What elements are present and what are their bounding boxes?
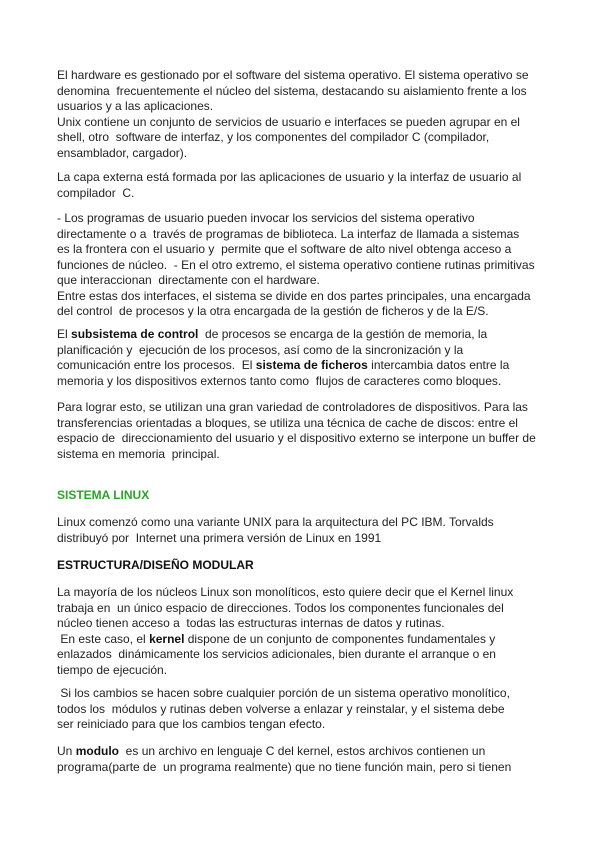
text-run: dispone de un conjunto de componentes fundamentales y xyxy=(184,631,496,646)
text-line xyxy=(57,744,562,760)
paragraph-modulo xyxy=(57,744,562,775)
text-line: sistema en memoria principal. xyxy=(57,446,220,461)
paragraph-cambios xyxy=(57,686,562,733)
text-line xyxy=(57,358,562,374)
paragraph-capa-externa xyxy=(57,170,562,201)
text-line: ensamblador, cargador). xyxy=(57,145,188,160)
text-line: Para lograr esto, se utilizan una gran variedad de controladores de dispositivos. Para las xyxy=(57,400,528,414)
text-line: tiempo de ejecución. xyxy=(57,662,168,677)
bold-term-sistema-ficheros: sistema de ficheros xyxy=(255,358,368,372)
text-run: Un xyxy=(57,744,76,758)
text-line: memoria y los dispositivos externos tanto como flujos de caracteres como bloques. xyxy=(57,373,502,388)
text-line: Entre estas dos interfaces, el sistema se divide en dos partes principales, una encargada xyxy=(57,288,531,303)
text-line: - Los programas de usuario pueden invocar los servicios del sistema operativo xyxy=(57,211,475,225)
text-run: En este caso, el xyxy=(57,631,150,646)
text-line: trabaja en un único espacio de direcciones. Todos los componentes funcionales del xyxy=(57,600,504,615)
text-line: espacio de direccionamiento del usuario y el dispositivo externo se interpone un buffer de xyxy=(57,431,536,445)
text-line: denomina frecuentemente el núcleo del sistema, destacando su aislamiento frente a los xyxy=(57,83,527,98)
bold-term-modulo: modulo xyxy=(75,744,120,758)
text-line: enlazados dinámicamente los servicios adicionales, bien durante el arranque o en xyxy=(57,647,496,661)
text-line: Si los cambios se hacen sobre cualquier porción de un sistema operativo monolítico, xyxy=(57,686,510,700)
text-line: distribuyó por Internet una primera versión de Linux en 1991 xyxy=(57,530,382,545)
paragraph-linux-origen xyxy=(57,515,562,546)
text-line: La mayoría de los núcleos Linux son monolíticos, esto quiere decir que el Kernel linux xyxy=(57,585,514,599)
text-line xyxy=(57,327,562,343)
paragraph-subsistemas xyxy=(57,327,562,389)
text-line: funciones de núcleo. - En el otro extremo, el sistema operativo contiene rutinas primitivas xyxy=(57,257,535,272)
text-line: Unix contiene un conjunto de servicios de usuario e interfaces se pueden agrupar en el xyxy=(57,114,520,129)
text-line xyxy=(57,632,562,648)
bold-term-kernel: kernel xyxy=(149,631,185,646)
text-run: es un archivo en lenguaje C del kernel, estos archivos contienen un xyxy=(119,744,486,758)
paragraph-nucleos-monoliticos xyxy=(57,585,562,678)
text-line: planificación y ejecución de los procesos, así como de la sincronización y la xyxy=(57,342,464,357)
text-line: transferencias orientadas a bloques, se utiliza una técnica de cache de discos: entre el xyxy=(57,415,518,430)
heading-sistema-linux: SISTEMA LINUX xyxy=(57,488,150,502)
text-run: intercambia datos entre la xyxy=(367,358,510,372)
text-line: shell, otro software de interfaz, y los componentes del compilador C (compilador, xyxy=(57,130,490,144)
text-line: usuarios y a las aplicaciones. xyxy=(57,99,214,113)
text-run: El xyxy=(57,327,72,341)
text-line: La capa externa está formada por las aplicaciones de usuario y la interfaz de usuario al xyxy=(57,170,522,184)
bold-term-subsistema-control: subsistema de control xyxy=(71,327,199,341)
text-line: es la frontera con el usuario y permite que el software de alto nivel obtenga acceso a xyxy=(57,242,512,256)
text-line: del control de procesos y la otra encargada de la gestión de ficheros y de la E/S. xyxy=(57,304,489,318)
text-line: que interaccionan directamente con el hardware. xyxy=(57,273,320,287)
text-line: ser reiniciado para que los cambios tengan efecto. xyxy=(57,717,326,731)
text-line: Linux comenzó como una variante UNIX para la arquitectura del PC IBM. Torvalds xyxy=(57,515,494,529)
text-line: directamente o a través de programas de biblioteca. La interfaz de llamada a sistemas xyxy=(57,226,520,241)
text-line: programa(parte de un programa realmente) que no tiene función main, pero si tienen xyxy=(57,759,512,774)
paragraph-controladores xyxy=(57,400,562,462)
paragraph-hardware xyxy=(57,68,562,161)
text-run: de procesos se encarga de la gestión de memoria, la xyxy=(198,327,488,341)
text-line: El hardware es gestionado por el software del sistema operativo. El sistema operativo se xyxy=(57,68,529,82)
text-line: compilador C. xyxy=(57,185,135,200)
text-line: todos los módulos y rutinas deben volverse a enlazar y reinstalar, y el sistema debe xyxy=(57,701,505,716)
paragraph-programas-usuario xyxy=(57,211,562,320)
heading-estructura-modular: ESTRUCTURA/DISEÑO MODULAR xyxy=(57,558,254,572)
text-run: comunicación entre los procesos. El xyxy=(57,358,256,372)
text-line: núcleo tienen acceso a todas las estructuras internas de datos y rutinas. xyxy=(57,616,445,630)
